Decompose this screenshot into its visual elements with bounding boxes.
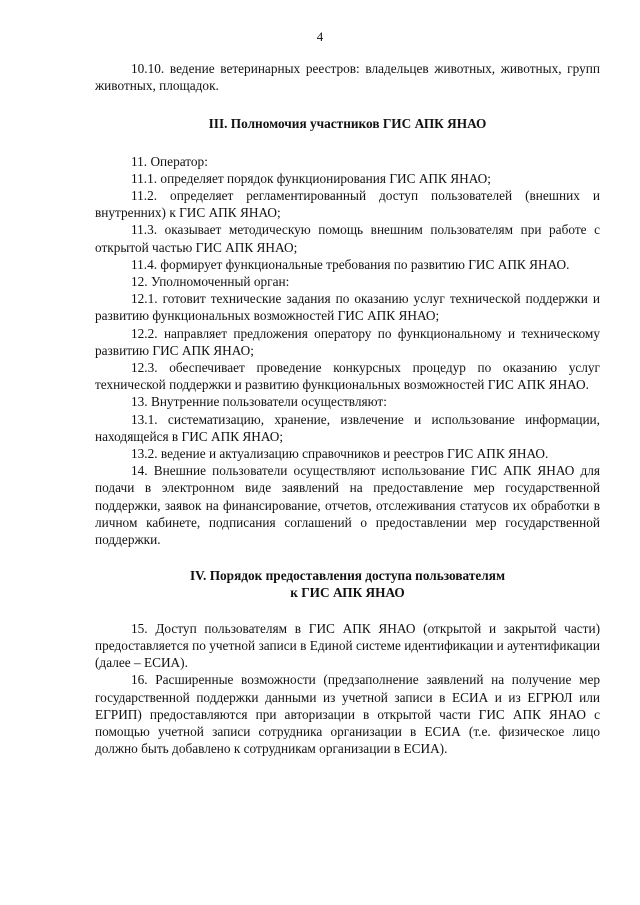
paragraph-12-1: 12.1. готовит технические задания по оказанию услуг технической поддержки и развитию функциональных возможностей ГИС АПК ЯНАО; bbox=[95, 291, 600, 324]
paragraph-11-4: 11.4. формирует функциональные требования по развитию ГИС АПК ЯНАО. bbox=[131, 256, 570, 272]
paragraph-10-10: 10.10. ведение ветеринарных реестров: владельцев животных, животных, групп животных, площадок. bbox=[95, 61, 600, 94]
paragraph-12-2: 12.2. направляет предложения оператору по функциональному и техническому развитию ГИС АПК ЯНАО; bbox=[95, 325, 600, 358]
section-4-heading-line-1: IV. Порядок предоставления доступа пользователям bbox=[189, 568, 505, 584]
section-4-heading-line-2: к ГИС АПК ЯНАО bbox=[290, 585, 405, 601]
paragraph-11-3: 11.3. оказывает методическую помощь внешним пользователям при работе с открытой частью ГИС АПК ЯНАО; bbox=[95, 222, 600, 255]
section-4-body bbox=[95, 620, 600, 758]
page-number: 4 bbox=[316, 29, 324, 44]
paragraph-12-3: 12.3. обеспечивает проведение конкурсных процедур по оказанию услуг технической поддержки и развитию функциональных возможностей ГИС АПК ЯНАО. bbox=[95, 360, 600, 393]
paragraph-11-2: 11.2. определяет регламентированный доступ пользователей (внешних и внутренних) к ГИС АПК ЯНАО; bbox=[95, 188, 600, 221]
paragraph-14: 14. Внешние пользователи осуществляют использование ГИС АПК ЯНАО для подачи в электронном виде заявлений на предоставление мер государственной поддержки, заявок на финансирование, отчетов, отслеживания статусов их обработки в личном кабинете, подписания соглашений о предоставлении мер государственной поддержки. bbox=[95, 463, 600, 548]
paragraph-11-1: 11.1. определяет порядок функционирования ГИС АПК ЯНАО; bbox=[131, 170, 491, 186]
document-body bbox=[95, 60, 600, 757]
section-4-heading bbox=[95, 567, 600, 601]
paragraph-13-1: 13.1. систематизацию, хранение, извлечение и использование информации, находящейся в ГИС АПК ЯНАО; bbox=[95, 411, 600, 444]
paragraph-13-2: 13.2. ведение и актуализацию справочников и реестров ГИС АПК ЯНАО. bbox=[131, 446, 549, 462]
section-3-body bbox=[95, 153, 600, 549]
paragraph-11: 11. Оператор: bbox=[131, 153, 208, 169]
paragraph-16: 16. Расширенные возможности (предзаполнение заявлений на получение мер государственной поддержки данными из учетной записи в ЕСИА и из ЕГРЮЛ или ЕГРИП) предоставляются при авторизации в открытой части ГИС АПК ЯНАО с помощью учетной записи сотрудника организации в ЕСИА (т.е. физическое лицо должно быть добавлено к сотрудникам организации в ЕСИА). bbox=[95, 672, 600, 757]
paragraph-12: 12. Уполномоченный орган: bbox=[131, 274, 290, 290]
section-3-heading: III. Полномочия участников ГИС АПК ЯНАО bbox=[208, 116, 487, 132]
paragraph-13: 13. Внутренние пользователи осуществляют: bbox=[131, 394, 387, 410]
paragraph-15: 15. Доступ пользователям в ГИС АПК ЯНАО (открытой и закрытой части) предоставляется по учетной записи в Единой системе идентификации и аутентификации (далее – ЕСИА). bbox=[95, 620, 600, 671]
